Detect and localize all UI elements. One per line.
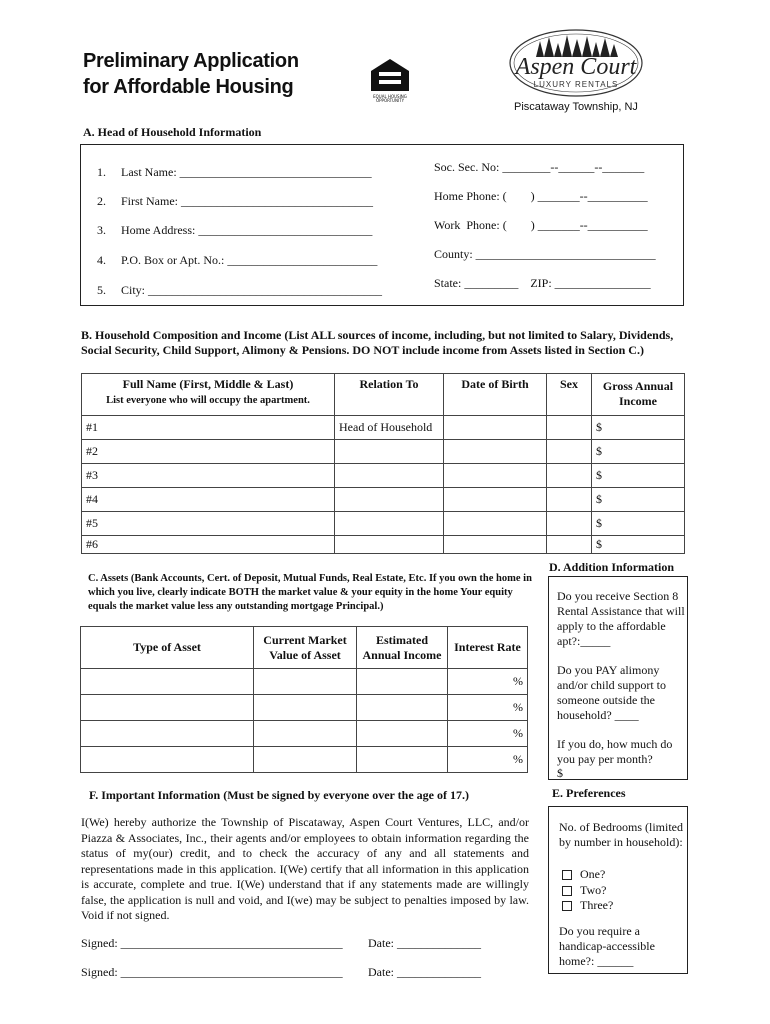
- row-num: #6: [82, 536, 335, 554]
- interest-cell[interactable]: %: [448, 747, 528, 773]
- row-sex[interactable]: [547, 488, 592, 512]
- row-income[interactable]: $: [592, 512, 685, 536]
- household-table: [81, 373, 685, 554]
- col-relation: Relation To: [335, 374, 444, 416]
- alimony-amount-answer[interactable]: $: [557, 766, 563, 780]
- ssn-field[interactable]: Soc. Sec. No: ________--______--_______: [434, 160, 645, 174]
- row-num: #4: [82, 488, 335, 512]
- section8-question[interactable]: Do you receive Section 8 Rental Assistance that will apply to the affordable apt?:_____: [557, 589, 685, 648]
- county-field[interactable]: County: ______________________________: [434, 247, 656, 261]
- alimony-question[interactable]: Do you PAY alimony and/or child support to someone outside the household? ____: [557, 663, 666, 722]
- col-estimated-income: Estimated Annual Income: [357, 627, 448, 669]
- authorization-text: I(We) hereby authorize the Township of Piscataway, Aspen Court Ventures, LLC, and/or Piazza & Associates, Inc., their agents and/or employees to obtain information regarding the status of my(our) credit, and to check the accuracy of any and all statements and representations made in this application. I(We) certify that all information in this application is accurate, complete and true. I(We) understand that if any statements made are willingly false, the application is null and void, and I(we) may be subject to penalties imposed by law. Void if not signed.: [81, 815, 529, 922]
- section-b-heading: B. Household Composition and Income (List ALL sources of income, including, but not limited to Salary, Dividends, Social Security, Child Support, Alimony & Pensions. DO NOT include income from Assets listed in Section C.): [81, 328, 674, 357]
- row-num: #3: [82, 464, 335, 488]
- asset-type-cell[interactable]: [81, 721, 254, 747]
- date-line-2[interactable]: Date: ______________: [368, 965, 481, 979]
- assets-table: [80, 626, 528, 773]
- bedrooms-intro: No. of Bedrooms (limited by number in household):: [559, 820, 683, 849]
- handicap-question[interactable]: Do you require a handicap-accessible home?: ______: [559, 924, 655, 968]
- aspen-court-logo: [506, 27, 646, 99]
- checkbox-icon[interactable]: [562, 886, 572, 896]
- work-phone-field[interactable]: Work Phone: ( ) _______--__________: [434, 218, 648, 232]
- col-market-value: Current Market Value of Asset: [254, 627, 357, 669]
- interest-cell[interactable]: %: [448, 721, 528, 747]
- checkbox-icon[interactable]: [562, 870, 572, 880]
- market-value-cell[interactable]: [254, 669, 357, 695]
- row-dob[interactable]: [444, 512, 547, 536]
- form-title-line1: Preliminary Application: [83, 50, 299, 72]
- interest-cell[interactable]: %: [448, 695, 528, 721]
- col-sex: Sex: [547, 374, 592, 416]
- row-dob[interactable]: [444, 488, 547, 512]
- asset-type-cell[interactable]: [81, 747, 254, 773]
- row-sex[interactable]: [547, 512, 592, 536]
- po-box-field[interactable]: 4. P.O. Box or Apt. No.: _________________________: [97, 253, 378, 267]
- asset-type-cell[interactable]: [81, 695, 254, 721]
- table-row: [81, 721, 528, 747]
- home-phone-field[interactable]: Home Phone: ( ) _______--__________: [434, 189, 648, 203]
- date-line-1[interactable]: Date: ______________: [368, 936, 481, 950]
- row-income[interactable]: $: [592, 464, 685, 488]
- row-income[interactable]: $: [592, 536, 685, 554]
- row-relation[interactable]: [335, 488, 444, 512]
- row-sex[interactable]: [547, 416, 592, 440]
- form-title-line2: for Affordable Housing: [83, 76, 294, 98]
- row-relation[interactable]: [335, 536, 444, 554]
- location: Piscataway Township, NJ: [514, 101, 638, 113]
- row-dob[interactable]: [444, 464, 547, 488]
- first-name-field[interactable]: 2. First Name: ________________________________: [97, 194, 373, 208]
- row-sex[interactable]: [547, 536, 592, 554]
- home-address-field[interactable]: 3. Home Address: _____________________________: [97, 223, 373, 237]
- table-row: [82, 536, 685, 554]
- state-zip-field[interactable]: State: _________ ZIP: ________________: [434, 276, 651, 290]
- logo-sub: LUXURY RENTALS: [533, 80, 619, 89]
- bedroom-option-two[interactable]: Two?: [562, 883, 606, 898]
- equal-housing-logo: [368, 57, 412, 107]
- row-income[interactable]: $: [592, 440, 685, 464]
- alimony-amount-question[interactable]: If you do, how much do you pay per month?: [557, 737, 673, 766]
- checkbox-icon[interactable]: [562, 901, 572, 911]
- col-income: Gross Annual Income: [592, 374, 685, 416]
- city-field[interactable]: 5. City: _______________________________________: [97, 283, 383, 297]
- col-full-name: Full Name (First, Middle & Last) List everyone who will occupy the apartment.: [82, 374, 335, 416]
- last-name-field[interactable]: 1. Last Name: ________________________________: [97, 165, 372, 179]
- market-value-cell[interactable]: [254, 721, 357, 747]
- row-num: #1: [82, 416, 335, 440]
- row-income[interactable]: $: [592, 416, 685, 440]
- section-c-heading: C. Assets (Bank Accounts, Cert. of Deposit, Mutual Funds, Real Estate, Etc. If you own the home in which you live, clearly indicate BOTH the market value & your equity in the home Your equity equals the market value less any outstanding mortgage Principal.): [88, 573, 532, 612]
- asset-type-cell[interactable]: [81, 669, 254, 695]
- row-relation[interactable]: Head of Household: [335, 416, 444, 440]
- section-a-heading: A. Head of Household Information: [83, 125, 262, 139]
- interest-cell[interactable]: %: [448, 669, 528, 695]
- section-e-heading: E. Preferences: [552, 786, 626, 800]
- row-sex[interactable]: [547, 440, 592, 464]
- row-sex[interactable]: [547, 464, 592, 488]
- svg-text:OPPORTUNITY: OPPORTUNITY: [375, 98, 405, 103]
- market-value-cell[interactable]: [254, 695, 357, 721]
- table-row: [82, 512, 685, 536]
- table-row: [81, 695, 528, 721]
- row-num: #5: [82, 512, 335, 536]
- col-asset-type: Type of Asset: [81, 627, 254, 669]
- row-relation[interactable]: [335, 512, 444, 536]
- row-dob[interactable]: [444, 536, 547, 554]
- svg-text:EQUAL HOUSING: EQUAL HOUSING: [373, 94, 407, 99]
- section-f-heading: F. Important Information (Must be signed by everyone over the age of 17.): [89, 788, 469, 802]
- row-relation[interactable]: [335, 464, 444, 488]
- section-d-heading: D. Addition Information: [549, 560, 675, 574]
- row-relation[interactable]: [335, 440, 444, 464]
- signature-line-2[interactable]: Signed: _____________________________________: [81, 965, 343, 979]
- col-interest-rate: Interest Rate: [448, 627, 528, 669]
- estimated-income-cell[interactable]: [357, 695, 448, 721]
- table-row: [81, 747, 528, 773]
- col-dob: Date of Birth: [444, 374, 547, 416]
- row-dob[interactable]: [444, 440, 547, 464]
- market-value-cell[interactable]: [254, 747, 357, 773]
- logo-name: Aspen Court: [515, 54, 637, 80]
- bedroom-option-three[interactable]: Three?: [562, 898, 613, 913]
- signature-line-1[interactable]: Signed: _____________________________________: [81, 936, 343, 950]
- table-row: [82, 440, 685, 464]
- table-row: [82, 416, 685, 440]
- estimated-income-cell[interactable]: [357, 747, 448, 773]
- table-row: [82, 464, 685, 488]
- estimated-income-cell[interactable]: [357, 721, 448, 747]
- bedroom-option-one[interactable]: One?: [562, 867, 605, 882]
- table-row: [81, 669, 528, 695]
- estimated-income-cell[interactable]: [357, 669, 448, 695]
- row-income[interactable]: $: [592, 488, 685, 512]
- table-row: [82, 488, 685, 512]
- row-num: #2: [82, 440, 335, 464]
- row-dob[interactable]: [444, 416, 547, 440]
- house-icon: [368, 57, 412, 103]
